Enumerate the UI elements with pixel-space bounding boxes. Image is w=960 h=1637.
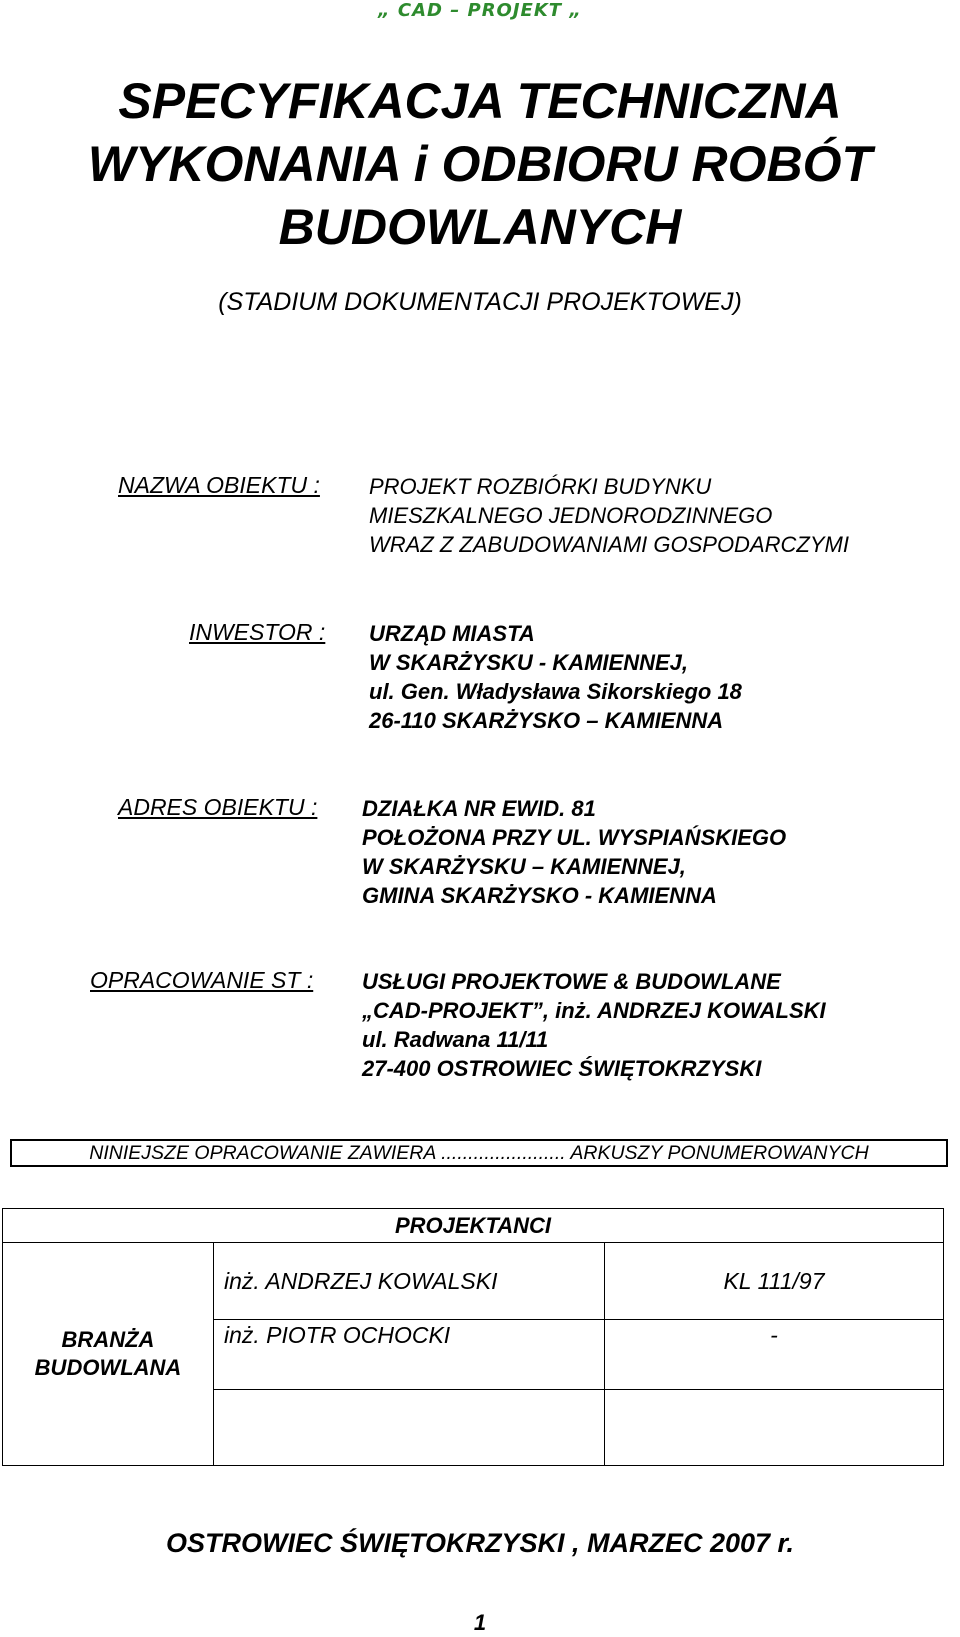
designer-license-empty	[605, 1390, 944, 1466]
object-name-line: MIESZKALNEGO JEDNORODZINNEGO	[369, 503, 773, 528]
prepared-by-line: ul. Radwana 11/11	[362, 1027, 549, 1052]
object-name-value	[369, 472, 849, 559]
investor-line: ul. Gen. Władysława Sikorskiego 18	[369, 679, 742, 704]
doc-title-line1: SPECYFIKACJA TECHNICZNA	[118, 73, 842, 129]
place-date: OSTROWIEC ŚWIĘTOKRZYSKI , MARZEC 2007 r.	[165, 1528, 795, 1558]
investor-line: URZĄD MIASTA	[369, 621, 535, 646]
object-address-line: W SKARŻYSKU – KAMIENNEJ,	[362, 854, 686, 879]
investor-value	[369, 619, 742, 735]
object-name-label: NAZWA OBIEKTU :	[118, 472, 320, 498]
prepared-by-line: „CAD-PROJEKT”, inż. ANDRZEJ KOWALSKI	[362, 998, 826, 1023]
doc-title-line2: WYKONANIA i ODBIORU ROBÓT	[87, 136, 873, 192]
object-name-line: WRAZ Z ZABUDOWANIAMI GOSPODARCZYMI	[369, 532, 849, 557]
designer-name-empty	[214, 1390, 605, 1466]
object-address-value	[362, 794, 786, 910]
investor-label: INWESTOR :	[189, 619, 326, 645]
doc-title-line3: BUDOWLANYCH	[278, 199, 682, 255]
designer-license-2: -	[605, 1320, 944, 1390]
investor-line: 26-110 SKARŻYSKO – KAMIENNA	[369, 708, 724, 733]
designer-license-1: KL 111/97	[605, 1243, 944, 1320]
object-address-label: ADRES OBIEKTU :	[118, 794, 318, 820]
designer-name-1: inż. ANDRZEJ KOWALSKI	[214, 1243, 605, 1320]
branch-cell: BRANŻA BUDOWLANA	[3, 1243, 214, 1466]
designers-table	[2, 1208, 944, 1466]
prepared-by-line: USŁUGI PROJEKTOWE & BUDOWLANE	[362, 969, 781, 994]
contents-note-box: NINIEJSZE OPRACOWANIE ZAWIERA ....................... ARKUSZY PONUMEROWANYCH	[10, 1139, 948, 1167]
object-address-line: GMINA SKARŻYSKO - KAMIENNA	[362, 883, 717, 908]
prepared-by-line: 27-400 OSTROWIEC ŚWIĘTOKRZYSKI	[362, 1056, 762, 1081]
object-address-line: POŁOŻONA PRZY UL. WYSPIAŃSKIEGO	[362, 825, 787, 850]
brand-header: „ CAD – PROJEKT „	[378, 0, 582, 21]
prepared-by-label: OPRACOWANIE ST :	[90, 967, 314, 993]
object-name-line: PROJEKT ROZBIÓRKI BUDYNKU	[369, 474, 712, 499]
doc-stage: (STADIUM DOKUMENTACJI PROJEKTOWEJ)	[218, 288, 742, 316]
investor-line: W SKARŻYSKU - KAMIENNEJ,	[369, 650, 689, 675]
page-number: 1	[473, 1610, 487, 1635]
prepared-by-value	[362, 967, 826, 1083]
designers-header: PROJEKTANCI	[3, 1209, 944, 1243]
object-address-line: DZIAŁKA NR EWID. 81	[362, 796, 596, 821]
designer-name-2: inż. PIOTR OCHOCKI	[214, 1320, 605, 1390]
